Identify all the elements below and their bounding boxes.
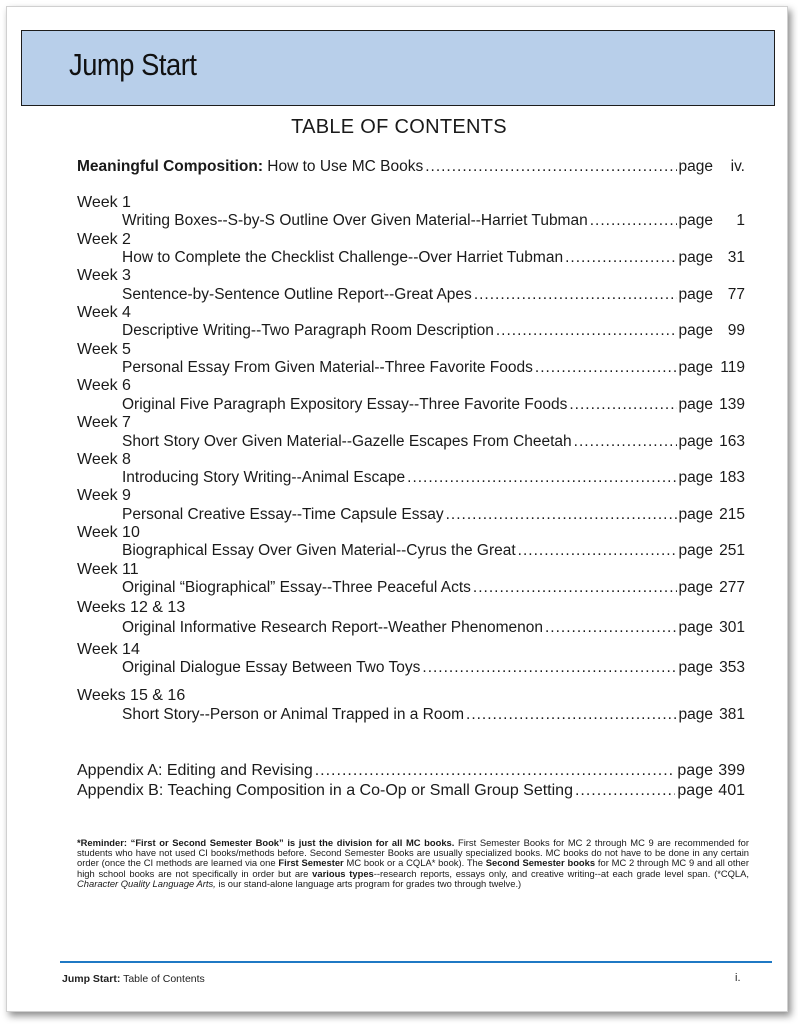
toc-entry[interactable] [122,286,745,304]
toc-entry-title: Original Five Paragraph Expository Essay--Three Favorite Foods [122,396,568,413]
page-word: page [678,579,713,596]
page-word: page [678,659,713,676]
footnote-text: --research reports, essays only, and creative writing--at each grade level span. (*CQLA, [373,867,749,879]
dot-leader [496,322,677,340]
toc-entry[interactable] [122,579,745,597]
page-word: page [678,506,713,523]
dot-leader [535,359,677,377]
week-label: Week 8 [77,451,131,468]
footnote [77,838,749,889]
toc-entry[interactable] [122,433,745,451]
footnote-bold-lead: *Reminder: “First or Second Semester Book” is just the division for all MC books. [77,837,455,848]
toc-entry[interactable] [122,396,745,414]
page-number: 119 [720,359,745,376]
toc-entry[interactable] [122,542,745,560]
page-number: 99 [727,322,745,339]
toc-entry-title: Original Dialogue Essay Between Two Toys [122,659,421,676]
dot-leader [518,542,677,560]
dot-leader [574,433,677,451]
toc-entry[interactable] [122,659,745,677]
page-number: 353 [719,659,745,676]
page-word: page [678,542,713,559]
footer-page-numeral: i. [735,972,741,984]
dot-leader [575,782,675,800]
page-word: page [677,782,713,799]
footer-section-label: Table of Contents [120,973,205,985]
toc-entry[interactable] [122,359,745,377]
toc-entry-appendix-b[interactable] [77,782,745,800]
intro-title: How to Use MC Books [262,158,424,175]
week-label: Weeks 12 & 13 [77,599,186,616]
toc-entry[interactable] [122,212,745,230]
toc-entry-title: Short Story--Person or Animal Trapped in a Room [122,706,465,723]
toc-entry[interactable] [122,469,745,487]
week-label: Week 7 [77,414,131,431]
toc-entry-title: Descriptive Writing--Two Paragraph Room Description [122,322,494,339]
page-number: 1 [736,212,745,229]
dot-leader [569,396,676,414]
toc-entry-appendix-a[interactable] [77,762,745,780]
toc-entry-title: Personal Creative Essay--Time Capsule Essay [122,506,444,523]
toc-entry-title [77,158,423,176]
week-label: Week 11 [77,561,139,578]
page-word: page [677,762,713,779]
dot-leader [446,506,677,524]
week-label: Week 14 [77,641,140,658]
week-label: Week 1 [77,194,131,211]
dot-leader [425,158,676,176]
toc-entry-intro[interactable] [77,158,745,176]
footnote-bold: various types [312,867,374,879]
book-title: Jump Start [69,47,197,82]
page-word: page [678,469,713,486]
week-label: Week 6 [77,377,131,394]
page-number: 77 [727,286,745,303]
week-label: Weeks 15 & 16 [77,687,186,704]
title-banner [21,30,775,106]
page-number: 381 [719,706,745,723]
footer-divider [60,961,772,963]
toc-entry[interactable] [122,322,745,340]
page-number: 163 [719,433,745,450]
dot-leader [565,249,676,267]
toc-entry-title: Original “Biographical” Essay--Three Peaceful Acts [122,579,471,596]
toc-entry-title: Appendix A: Editing and Revising [77,762,313,779]
page-number: 301 [719,619,745,636]
page-word: page [678,249,713,266]
footnote-italic: Character Quality Language Arts, [77,877,216,889]
page-word: page [678,396,713,413]
week-label: Week 3 [77,267,131,284]
page-word: page [678,619,713,636]
footer-book-label: Jump Start: [62,973,121,985]
footnote-text: for MC 2 through MC 9 and all other high school books are not specifically in order but are [77,857,750,879]
toc-entry-title: Personal Essay From Given Material--Three Favorite Foods [122,359,533,376]
page-number: 401 [718,782,745,799]
dot-leader [315,762,676,780]
page-number: 277 [719,579,745,596]
footnote-text: First Semester Books for MC 2 through MC 9 are recommended for students who have not used CI books/methods before. Second Semester Books are usually specialized books. MC books do not have to be done in any certain order (once the CI methods are learned via one [77,837,749,869]
week-label: Week 5 [77,341,131,358]
toc-entry-title: Original Informative Research Report--Weather Phenomenon [122,619,543,636]
toc-entry-title: Introducing Story Writing--Animal Escape [122,469,406,486]
week-label: Week 9 [77,487,131,504]
toc-entry[interactable] [122,506,745,524]
toc-entry[interactable] [122,249,745,267]
toc-entry-title: Appendix B: Teaching Composition in a Co-Op or Small Group Setting [77,782,573,799]
dot-leader [590,212,677,230]
toc-entry[interactable] [122,706,745,724]
page-number: 251 [719,542,745,559]
toc-entry[interactable] [122,619,745,637]
footnote-bold: First Semester [278,857,344,869]
footnote-bold: Second Semester books [485,857,596,869]
page-word: page [678,212,713,229]
dot-leader [466,706,677,724]
toc-heading: TABLE OF CONTENTS [291,116,507,138]
footer-running-title [62,973,205,985]
dot-leader [407,469,676,487]
footnote-text: is our stand-alone language arts program for grades two through twelve.) [215,877,522,889]
footnote-text: MC book or a CQLA* book). The [343,857,486,869]
week-label: Week 2 [77,231,131,248]
page-word: page [678,286,713,303]
page-number: 31 [727,249,745,266]
page-word: page [678,433,713,450]
toc-entry-title: Writing Boxes--S-by-S Outline Over Given Material--Harriet Tubman [122,212,588,229]
page-word: page [678,322,713,339]
toc-entry-title: Sentence-by-Sentence Outline Report--Great Apes [122,286,472,303]
page-number: 183 [719,469,745,486]
page-number: 399 [718,762,745,779]
toc-entry-title: How to Complete the Checklist Challenge--Over Harriet Tubman [122,249,564,266]
page-number: 139 [719,396,745,413]
page-word: page [678,158,713,175]
toc-entry-title: Biographical Essay Over Given Material--Cyrus the Great [122,542,516,559]
week-label: Week 4 [77,304,131,321]
intro-bold-label: Meaningful Composition: [77,158,263,175]
dot-leader [422,659,676,677]
week-label: Week 10 [77,524,140,541]
dot-leader [474,286,677,304]
page-word: page [678,359,713,376]
page-word: page [678,706,713,723]
toc-entry-title: Short Story Over Given Material--Gazelle Escapes From Cheetah [122,433,572,450]
dot-leader [545,619,677,637]
page-number: iv. [730,158,745,175]
dot-leader [473,579,677,597]
page-number: 215 [719,506,745,523]
